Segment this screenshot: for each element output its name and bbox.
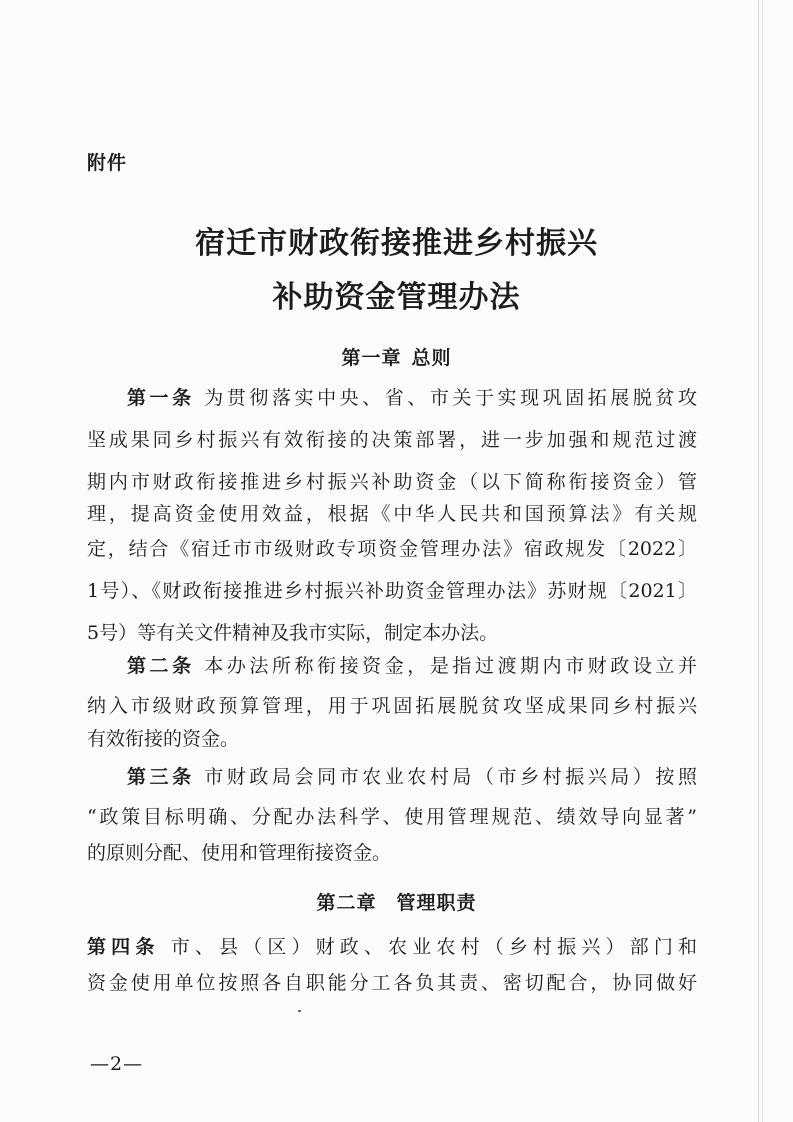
article-2-line: 纳入市级财政预算管理，用于巩固拓展脱贫攻坚成果同乡村振兴 (87, 695, 697, 717)
page-edge-line (762, 0, 763, 1122)
article-1-lead: 第一条 (127, 387, 195, 409)
article-4-line: 资金使用单位按照各自职能分工各负其责、密切配合，协同做好 (87, 972, 697, 994)
article-4-lead: 第四条 (87, 936, 160, 958)
chapter-name: 管理职责 (396, 892, 477, 914)
page-edge-line (758, 0, 759, 1122)
scan-speck (298, 1010, 301, 1012)
article-2-line: 有效衔接的资金。 (87, 728, 240, 750)
chapter-heading-1 (0, 343, 793, 370)
article-1-line: 定，结合《宿迁市市级财政专项资金管理办法》宿政规发〔2022〕 (87, 538, 697, 560)
article-1-line: 坚成果同乡村振兴有效衔接的决策部署，进一步加强和规范过渡 (87, 429, 697, 451)
chapter-name: 总则 (411, 347, 452, 369)
page-number: —2— (90, 1053, 144, 1075)
attachment-label: 附件 (87, 152, 128, 174)
article-1-line: 第一条 为贯彻落实中央、省、市关于实现巩固拓展脱贫攻 (127, 387, 697, 409)
article-3-line: “政策目标明确、分配办法科学、使用管理规范、绩效导向显著” (87, 806, 697, 828)
article-2-line: 第二条 本办法所称衔接资金，是指过渡期内市财政设立并 (127, 655, 697, 677)
article-4-line: 第四条 市、县（区）财政、农业农村（乡村振兴）部门和 (87, 936, 697, 958)
document-title-line-2: 补助资金管理办法 (272, 280, 521, 315)
article-3-lead: 第三条 (127, 766, 195, 788)
article-3-line: 第三条 市财政局会同市农业农村局（市乡村振兴局）按照 (127, 766, 697, 788)
article-1-line: 5号）等有关文件精神及我市实际，制定本办法。 (87, 622, 499, 644)
chapter-number: 第一章 (341, 347, 402, 369)
chapter-heading-2 (0, 888, 793, 915)
chapter-number: 第二章 (316, 892, 377, 914)
article-3-line: 的原则分配、使用和管理衔接资金。 (87, 842, 392, 864)
article-1-line: 理，提高资金使用效益，根据《中华人民共和国预算法》有关规 (87, 503, 697, 525)
article-1-line: 期内市财政衔接推进乡村振兴补助资金（以下简称衔接资金）管 (87, 471, 697, 493)
article-2-lead: 第二条 (127, 655, 195, 677)
document-title-line-1: 宿迁市财政衔接推进乡村振兴 (195, 226, 598, 261)
article-1-line: 1号）、《财政衔接推进乡村振兴补助资金管理办法》苏财规〔2021〕 (87, 580, 697, 602)
